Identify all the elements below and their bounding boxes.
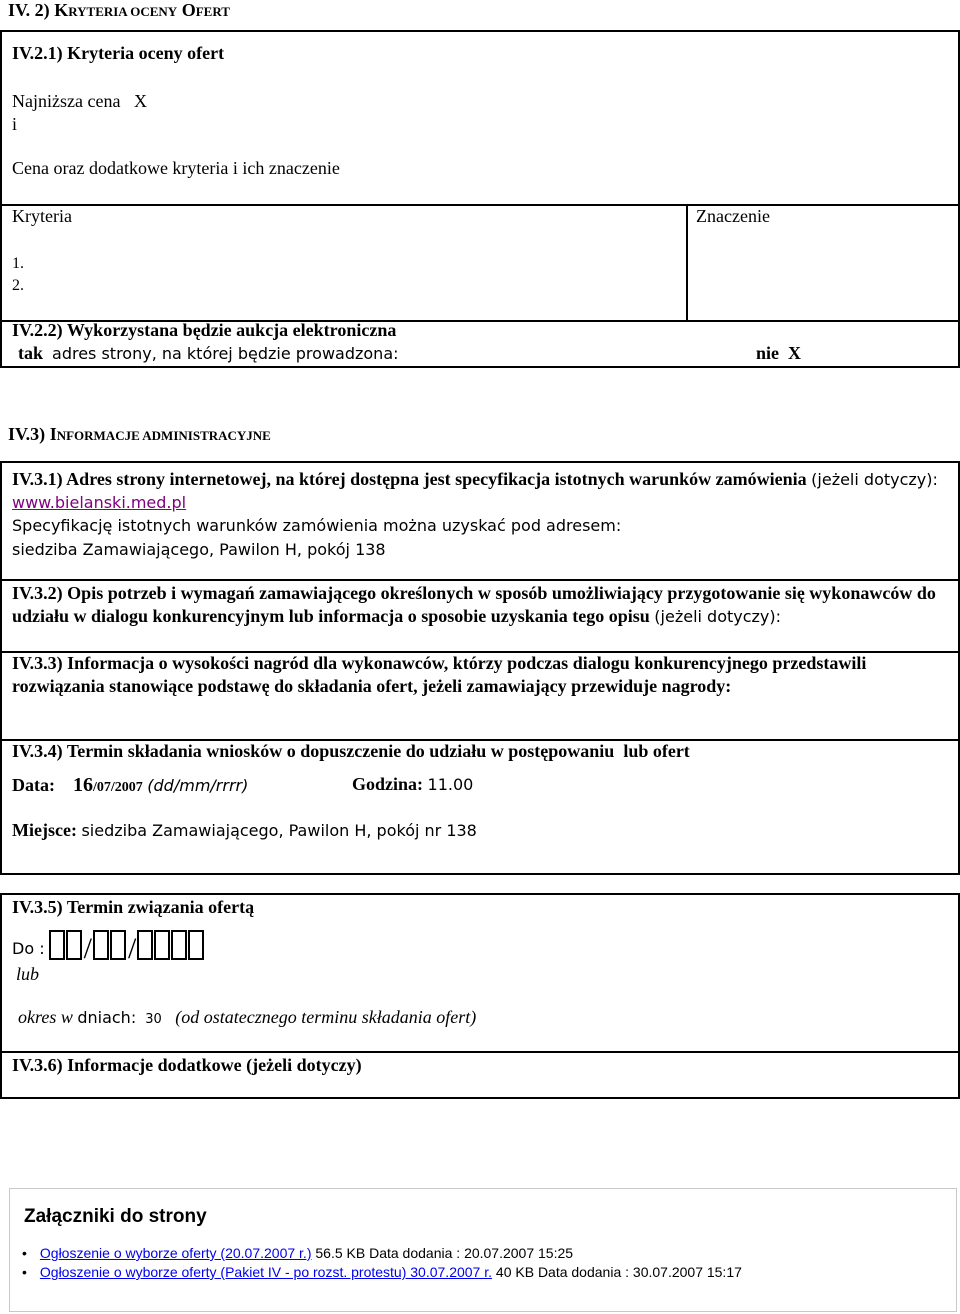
period-note: (od ostatecznego terminu składania ofert) xyxy=(175,1007,477,1027)
time-label: Godzina: xyxy=(352,774,424,794)
date-day: 16 xyxy=(73,774,93,796)
iv32-title: IV.3.2) Opis potrzeb i wymagań zamawiającego określonych w sposób umożliwiający przygotowanie się wykonawców do udziału w dialogu konkurencyjnym lub informacja o sposobie uzyskania tego opisu xyxy=(12,583,936,626)
attachment-size: 40 KB xyxy=(495,1264,535,1280)
time-value: 11.00 xyxy=(427,775,474,794)
iv34-place-row xyxy=(12,820,477,841)
iv31-text xyxy=(12,468,948,514)
period-label-italic: okres w xyxy=(18,1007,73,1027)
year-boxes[interactable] xyxy=(137,941,205,958)
day-boxes[interactable] xyxy=(49,941,83,958)
iv22-title: IV.2.2) Wykorzystana będzie aukcja elektroniczna xyxy=(12,320,397,340)
auction-address-label: adres strony, na której będzie prowadzona: xyxy=(52,344,399,363)
section-iv3-heading: IV.3) INFORMACJE ADMINISTRACYJNE xyxy=(8,424,271,444)
iv34-title: IV.3.4) Termin składania wniosków o dopuszczenie do udziału w postępowaniu lub ofert xyxy=(12,741,690,761)
lowest-price-label: Najniższa cena xyxy=(12,91,121,111)
attachments-title: Załączniki do strony xyxy=(24,1206,207,1227)
place-label: Miejsce: xyxy=(12,820,77,840)
col-weight-header: Znaczenie xyxy=(696,206,770,226)
iv31-title: IV.3.1) Adres strony internetowej, na której dostępna jest specyfikacja istotnych warunków zamówienia xyxy=(12,469,807,489)
month-boxes[interactable] xyxy=(93,941,127,958)
iv32-if-applicable: (jeżeli dotyczy): xyxy=(654,606,782,626)
until-date-row: Do : / / xyxy=(12,930,205,966)
iv35-title: IV.3.5) Termin związania ofertą xyxy=(12,897,255,917)
criteria-row-1: 1. xyxy=(12,255,24,272)
attachment-item xyxy=(12,1244,742,1263)
attachment-date-label: Data dodania : xyxy=(369,1245,461,1261)
attachment-link[interactable]: Ogłoszenie o wyborze oferty (20.07.2007 r.) xyxy=(39,1245,312,1261)
attachment-size: 56.5 KB xyxy=(315,1245,366,1261)
iv36-title: IV.3.6) Informacje dodatkowe (jeżeli dotyczy) xyxy=(12,1055,362,1075)
iv33-title: IV.3.3) Informacja o wysokości nagród dla wykonawców, którzy podczas dialogu konkurencyjnego przedstawili rozwiązania stanowiące podstawę do składania ofert, jeżeli zamawiający przewiduje nagrody: xyxy=(12,653,867,696)
lowest-price-mark: X xyxy=(133,91,147,111)
iv34-time xyxy=(352,774,473,795)
period-value: 30 xyxy=(145,1012,162,1027)
auction-no-mark: X xyxy=(788,343,802,363)
date-label: Data: xyxy=(12,775,55,795)
auction-no: nie X xyxy=(756,343,802,363)
criteria-row-2: 2. xyxy=(12,277,24,294)
place-value: siedziba Zamawiającego, Pawilon H, pokój nr 138 xyxy=(81,821,477,840)
date-format: (dd/mm/rrrr) xyxy=(147,776,249,795)
period-label: dniach: xyxy=(77,1008,137,1027)
attachment-link[interactable]: Ogłoszenie o wyborze oferty (Pakiet IV - po rozst. protestu) 30.07.2007 r. xyxy=(39,1264,493,1280)
period-row xyxy=(18,1007,476,1028)
iv35-or: lub xyxy=(16,964,40,984)
iv32-text xyxy=(12,582,948,628)
iv22-row xyxy=(18,343,399,364)
iv21-divider-top xyxy=(2,204,958,206)
col-criteria-header: Kryteria xyxy=(12,206,72,226)
attachment-date: 20.07.2007 15:25 xyxy=(464,1245,574,1261)
attachment-date: 30.07.2007 15:17 xyxy=(632,1264,742,1280)
spec-text: Specyfikację istotnych warunków zamówienia można uzyskać pod adresem: xyxy=(12,516,622,535)
auction-yes: tak xyxy=(18,343,44,363)
until-label: Do : xyxy=(12,939,45,958)
section-iv2-heading: IV. 2) KRYTERIA OCENY OFERT xyxy=(8,0,230,20)
price-and-criteria: Cena oraz dodatkowe kryteria i ich znaczenie xyxy=(12,158,340,178)
iv21-title: IV.2.1) Kryteria oceny ofert xyxy=(12,43,225,63)
iv31-if-applicable: (jeżeli dotyczy): xyxy=(811,470,938,489)
spec-url-link[interactable]: www.bielanski.med.pl xyxy=(12,493,187,512)
spec-address: siedziba Zamawiającego, Pawilon H, pokój 138 xyxy=(12,540,386,559)
date-rest: /07/2007 xyxy=(93,780,143,795)
attachment-date-label: Data dodania : xyxy=(537,1264,630,1280)
lowest-price-row xyxy=(12,91,147,112)
attachments-list xyxy=(12,1244,742,1282)
iv21-or: i xyxy=(12,114,18,134)
iv34-date-row xyxy=(12,774,248,797)
iv21-col-divider xyxy=(686,204,688,320)
attachment-item xyxy=(12,1263,742,1282)
